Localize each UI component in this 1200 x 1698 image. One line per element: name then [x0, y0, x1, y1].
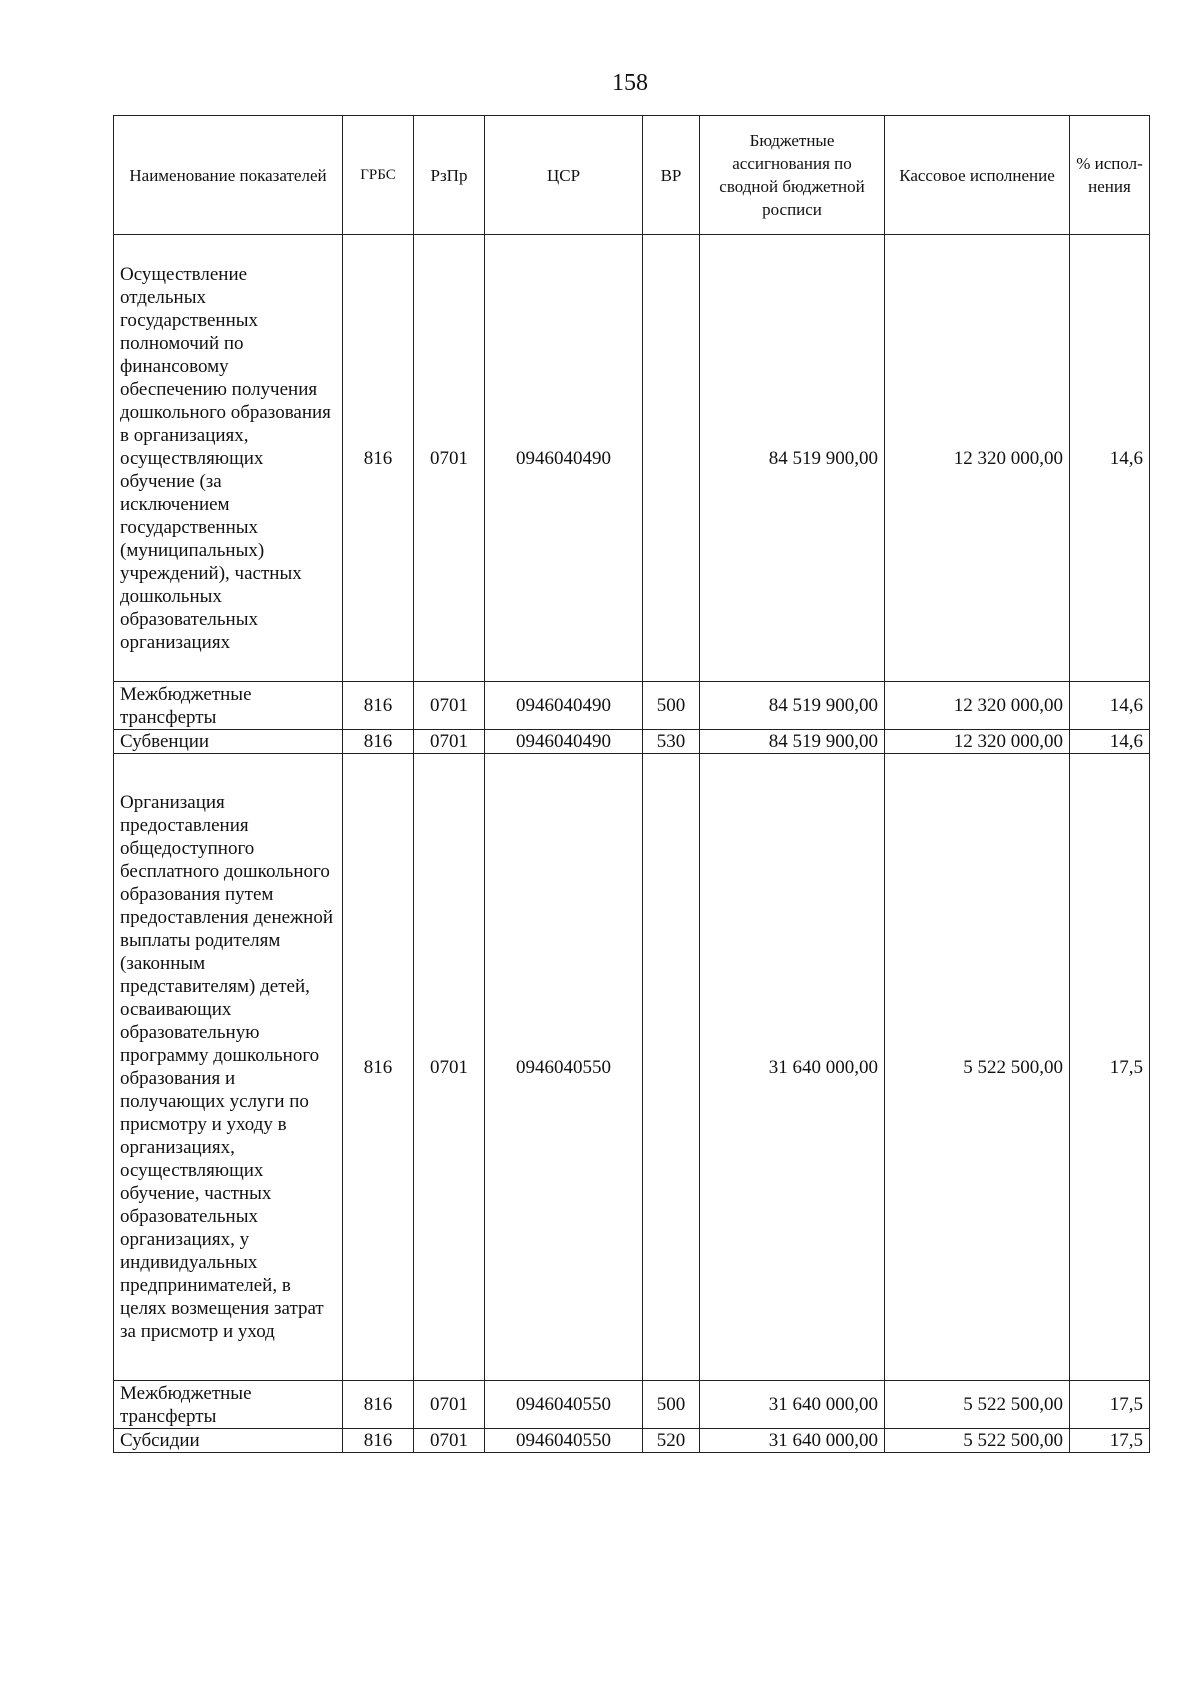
row-cash: 5 522 500,00	[885, 754, 1070, 1381]
table-row	[114, 682, 1150, 730]
row-csr: 0946040550	[485, 1381, 643, 1429]
header-vr: ВР	[643, 116, 700, 235]
header-name: Наименование показателей	[114, 116, 343, 235]
row-percent: 17,5	[1070, 1381, 1150, 1429]
row-csr: 0946040550	[485, 754, 643, 1381]
row-vr	[643, 235, 700, 682]
row-csr: 0946040490	[485, 730, 643, 754]
header-percent: % испол-нения	[1070, 116, 1150, 235]
row-cash: 12 320 000,00	[885, 682, 1070, 730]
table-row	[114, 235, 1150, 682]
row-vr: 500	[643, 682, 700, 730]
row-cash: 5 522 500,00	[885, 1429, 1070, 1453]
row-vr: 530	[643, 730, 700, 754]
table-row	[114, 754, 1150, 1381]
row-csr: 0946040490	[485, 682, 643, 730]
row-rzpr: 0701	[414, 682, 485, 730]
header-csr: ЦСР	[485, 116, 643, 235]
row-grbs: 816	[343, 754, 414, 1381]
row-cash: 5 522 500,00	[885, 1381, 1070, 1429]
row-percent: 14,6	[1070, 682, 1150, 730]
header-grbs: ГРБС	[343, 116, 414, 235]
row-cash: 12 320 000,00	[885, 235, 1070, 682]
budget-execution-table	[113, 115, 1150, 1453]
row-grbs: 816	[343, 730, 414, 754]
table-row	[114, 730, 1150, 754]
table-header-row	[114, 116, 1150, 235]
row-grbs: 816	[343, 1381, 414, 1429]
row-rzpr: 0701	[414, 754, 485, 1381]
page-number: 158	[612, 70, 648, 96]
row-rzpr: 0701	[414, 1381, 485, 1429]
row-percent: 14,6	[1070, 235, 1150, 682]
table-row	[114, 1429, 1150, 1453]
header-rzpr: РзПр	[414, 116, 485, 235]
row-name: Субсидии	[114, 1429, 343, 1453]
row-percent: 17,5	[1070, 754, 1150, 1381]
row-rzpr: 0701	[414, 1429, 485, 1453]
row-cash: 12 320 000,00	[885, 730, 1070, 754]
row-grbs: 816	[343, 682, 414, 730]
row-csr: 0946040490	[485, 235, 643, 682]
header-cash: Кассовое исполнение	[885, 116, 1070, 235]
row-vr: 520	[643, 1429, 700, 1453]
row-rzpr: 0701	[414, 235, 485, 682]
row-vr	[643, 754, 700, 1381]
row-name: Межбюджетные трансферты	[114, 1381, 343, 1429]
row-name: Межбюджетные трансферты	[114, 682, 343, 730]
table-row	[114, 1381, 1150, 1429]
row-name: Организация предоставления общедоступного бесплатного дошкольного образования путем предоставления денежной выплаты родителям (законным представителям) детей, осваивающих образовательную программу дошкольного образования и получающих услуги по присмотру и уходу в организациях, осуществляющих обучение, частных образовательных организациях, у индивидуальных предпринимателей, в целях возмещения затрат за присмотр и уход	[114, 754, 343, 1381]
row-budget: 84 519 900,00	[700, 730, 885, 754]
row-budget: 84 519 900,00	[700, 235, 885, 682]
row-budget: 84 519 900,00	[700, 682, 885, 730]
row-budget: 31 640 000,00	[700, 1381, 885, 1429]
row-budget: 31 640 000,00	[700, 1429, 885, 1453]
row-grbs: 816	[343, 235, 414, 682]
row-percent: 17,5	[1070, 1429, 1150, 1453]
row-percent: 14,6	[1070, 730, 1150, 754]
row-grbs: 816	[343, 1429, 414, 1453]
row-csr: 0946040550	[485, 1429, 643, 1453]
row-name: Субвенции	[114, 730, 343, 754]
row-rzpr: 0701	[414, 730, 485, 754]
row-vr: 500	[643, 1381, 700, 1429]
row-budget: 31 640 000,00	[700, 754, 885, 1381]
row-name: Осуществление отдельных государственных полномочий по финансовому обеспечению получения дошкольного образования в организациях, осуществляющих обучение (за исключением государственных (муниципальных) учреждений), частных дошкольных образовательных организациях	[114, 235, 343, 682]
header-budget: Бюджетные ассигнования по сводной бюджетной росписи	[700, 116, 885, 235]
